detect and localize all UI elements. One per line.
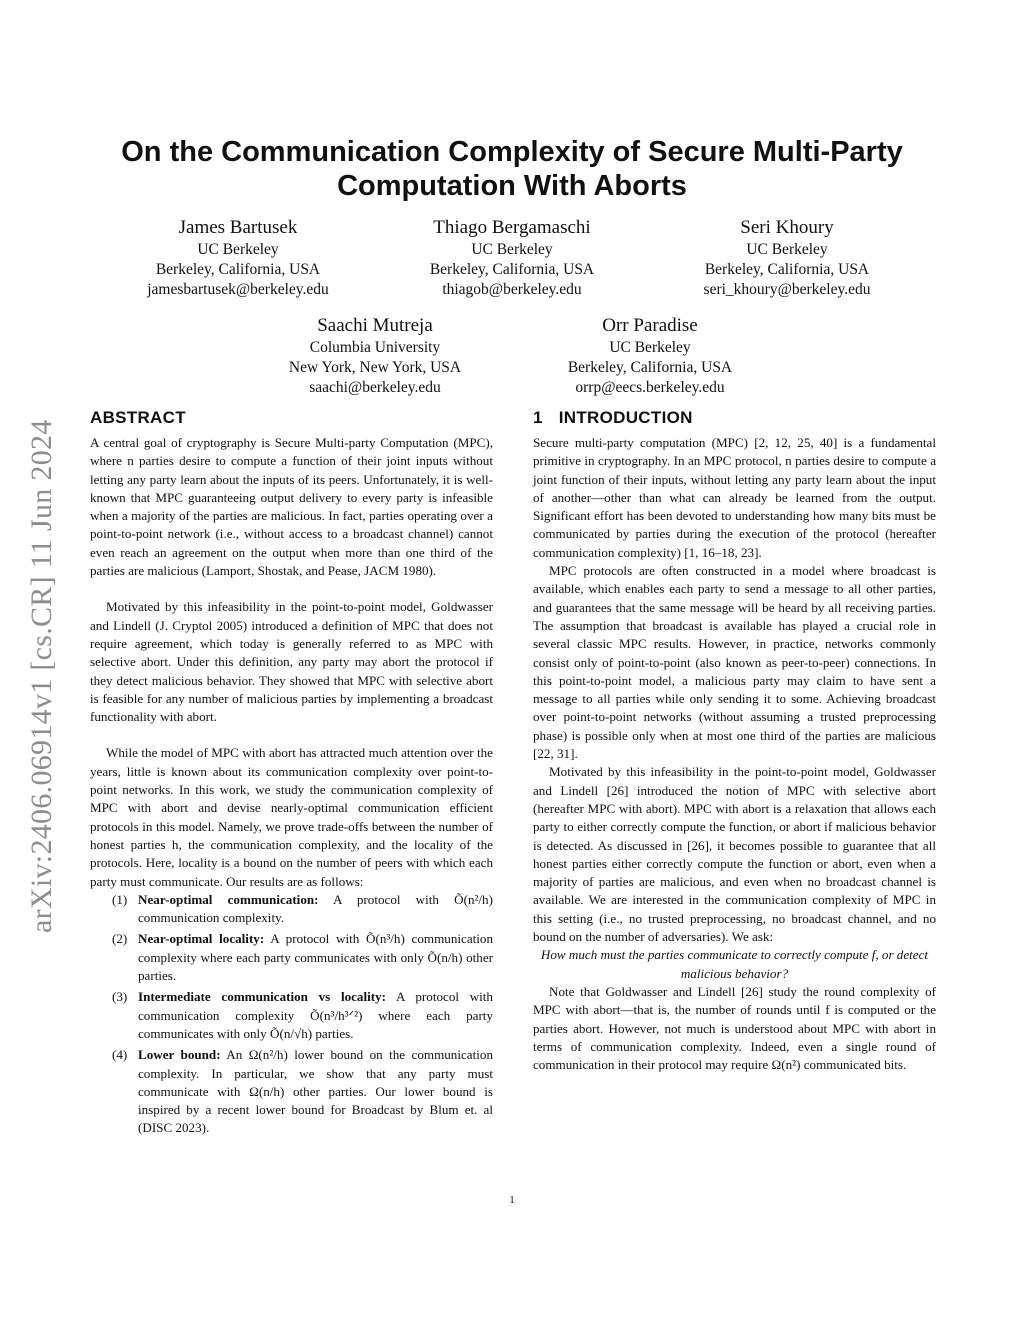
result-text: A protocol with Õ(n²/h) communication complexity. (138, 891, 493, 926)
result-title: Intermediate communication vs locality: (138, 989, 387, 1005)
author-affiliation: UC Berkeley (609, 339, 691, 356)
intro-paragraph: Secure multi-party computation (MPC) [2, 12, 25, 40] is a fundamental primitive in cryptography. In an MPC protocol, n parties desire to compute a joint function of their inputs, without letting any party learn about the input of another—other than what can already be learned from the output. Significant effort has been devoted to understanding how many bits must be communicated by parties during the execution of the protocol (hereafter communication complexity) [1, 16–18, 23]. (533, 435, 936, 560)
list-label: (1) (112, 891, 128, 907)
results-list (90, 891, 493, 1138)
author-affiliation: UC Berkeley (197, 241, 279, 258)
author-email: saachi@berkeley.edu (309, 379, 441, 396)
author-5 (550, 314, 750, 398)
result-title: Near-optimal communication: (138, 891, 319, 907)
research-question: How much must the parties communicate to correctly compute f, or detect malicious behavior? (540, 947, 929, 981)
author-location: Berkeley, California, USA (429, 261, 595, 278)
abstract-heading: ABSTRACT (90, 408, 186, 427)
author-affiliation: Columbia University (309, 339, 441, 356)
author-2 (412, 216, 612, 300)
abstract-column (90, 434, 493, 1141)
author-1 (138, 216, 338, 300)
intro-paragraph: Note that Goldwasser and Lindell [26] study the round complexity of MPC with abort—that is, the number of rounds until f is computed or the parties abort. However, not much is understood about MPC with abort in terms of communication complexity. Indeed, even a single round of communication in their protocol may require Ω(n²) communicated bits. (533, 983, 936, 1073)
author-3 (687, 216, 887, 300)
result-text: A protocol with communication complexity Õ(n³/h³ᐟ²) where each party communicates with only Õ(n/√h) parties. (138, 989, 493, 1041)
abstract-paragraph: Motivated by this infeasibility in the point-to-point model, Goldwasser and Lindell (J. Cryptol 2005) introduced a definition of MPC that does not require agreement, which today is generally referred to as MPC with selective abort. Under this definition, any party may abort the protocol if they detect malicious behavior. They showed that MPC with selective abort is feasible for any number of malicious parties by implementing a broadcast functionality with abort. (90, 599, 493, 725)
author-affiliation: UC Berkeley (746, 241, 828, 258)
list-item (90, 891, 493, 928)
list-label: (2) (112, 931, 128, 947)
author-location: Berkeley, California, USA (155, 261, 321, 278)
result-title: Near-optimal locality: (138, 931, 265, 947)
list-item (90, 988, 493, 1043)
introduction-column (533, 434, 936, 1074)
paper-title: On the Communication Complexity of Secure Multi-Party Computation With Aborts (121, 136, 903, 202)
abstract-paragraph: A central goal of cryptography is Secure Multi-party Computation (MPC), where n parties desire to compute a function of their joint inputs without letting any party learn about the inputs of its peers. Unfortunately, it is well-known that MPC guaranteeing output delivery to every party is infeasible when a majority of the parties are malicious. In fact, parties operating over a point-to-point network (i.e., without access to a broadcast channel) cannot even reach an agreement on the output when more than one third of the parties are malicious (Lamport, Shostak, and Pease, JACM 1980). (90, 435, 493, 579)
list-label: (4) (112, 1047, 128, 1063)
author-affiliation: UC Berkeley (471, 241, 553, 258)
list-label: (3) (112, 989, 128, 1005)
author-email: seri_khoury@berkeley.edu (703, 281, 871, 298)
result-text: An Ω(n²/h) lower bound on the communication complexity. In particular, we show that any party must communicate with Ω(n/h) other parties. Our lower bound is inspired by a recent lower bound for Broadcast by Blum et. al (DISC 2023). (138, 1047, 493, 1136)
author-name: Orr Paradise (602, 315, 698, 336)
section-title: INTRODUCTION (558, 408, 693, 427)
section-number: 1 (533, 408, 543, 427)
author-name: James Bartusek (178, 217, 298, 238)
list-item (90, 930, 493, 985)
page-number: 1 (509, 1194, 515, 1206)
intro-paragraph: Motivated by this infeasibility in the point-to-point model, Goldwasser and Lindell [26] introduced the notion of MPC with selective abort (hereafter MPC with abort). MPC with abort is a relaxation that allows each party to either correctly compute the function, or abort if malicious behavior is detected. As discussed in [26], it becomes possible to guarantee that all honest parties either correctly compute the function or abort, even when a majority of parties are malicious, and even when no broadcast channel is available. We are interested in the communication complexity of MPC in this setting (i.e., no trusted preprocessing, no broadcast channel, and no bound on the number of adversaries). We ask: (533, 764, 936, 945)
intro-paragraph: MPC protocols are often constructed in a model where broadcast is available, which enables each party to send a message to all other parties, and guarantees that the same message will be heard by all receiving parties. The assumption that broadcast is available has played a crucial role in several classic MPC results. However, in practice, networks commonly consist only of point-to-point (also known as peer-to-peer) connections. In this point-to-point model, a malicious party may claim to have sent a message to all parties while only sending it to some. Achieving broadcast over point-to-point networks (without assuming a trusted preprocessing phase) is possible only when at most one third of the parties are malicious [22, 31]. (533, 563, 936, 762)
author-4 (275, 314, 475, 398)
result-title: Lower bound: (138, 1047, 221, 1063)
author-location: Berkeley, California, USA (704, 261, 870, 278)
arxiv-stamp: arXiv:2406.06914v1 [cs.CR] 11 Jun 2024 (25, 419, 58, 933)
introduction-heading (533, 408, 693, 428)
author-email: jamesbartusek@berkeley.edu (147, 281, 329, 298)
author-location: New York, New York, USA (288, 359, 462, 376)
abstract-paragraph: While the model of MPC with abort has attracted much attention over the years, little is known about its communication complexity over point-to-point networks. In this work, we study the communication complexity of MPC with abort and devise nearly-optimal communication efficient protocols in this model. Namely, we prove trade-offs between the number of honest parties h, the communication complexity, and the locality of the protocols. Here, locality is a bound on the number of peers with which each party must communicate. Our results are as follows: (90, 745, 493, 889)
author-name: Thiago Bergamaschi (433, 217, 591, 238)
result-text: A protocol with Õ(n³/h) communication complexity where each party communicates with only Õ(n/h) other parties. (138, 931, 493, 984)
author-name: Saachi Mutreja (317, 315, 433, 336)
author-email: orrp@eecs.berkeley.edu (575, 379, 725, 396)
author-name: Seri Khoury (740, 217, 834, 238)
list-item (90, 1046, 493, 1137)
author-location: Berkeley, California, USA (567, 359, 733, 376)
author-email: thiagob@berkeley.edu (442, 281, 582, 298)
